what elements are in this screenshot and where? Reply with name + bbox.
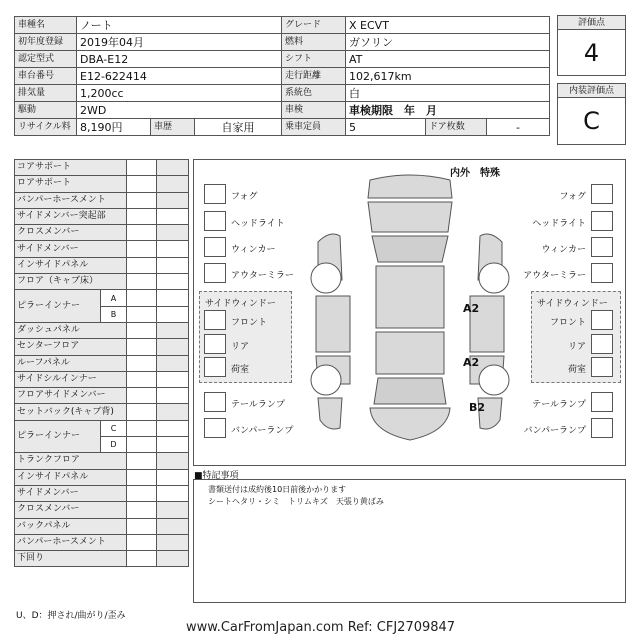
spec-label: 車種名 <box>15 17 77 34</box>
front-bumper-panel <box>368 175 452 198</box>
part-label: フロア（キャブ床） <box>15 274 127 290</box>
notes-title: ■特記事項 <box>194 471 239 481</box>
part-label: ルーフパネル <box>15 355 127 371</box>
spec-label: 車検 <box>282 102 346 119</box>
footer-watermark: www.CarFromJapan.com Ref: CFJ2709847 <box>186 620 456 635</box>
part-label: コアサポート <box>15 160 127 176</box>
check-mirror-left[interactable] <box>204 263 226 283</box>
car-diagram <box>290 170 530 460</box>
left-front-door-panel <box>316 296 350 352</box>
part-label: インサイドパネル <box>15 257 127 273</box>
parts-table <box>14 159 189 567</box>
part-label: ダッシュパネル <box>15 322 127 338</box>
rear-bumper-panel <box>370 408 450 440</box>
headlight-right-label: ヘッドライト <box>532 219 586 229</box>
spec-label: 排気量 <box>15 85 77 102</box>
window-front-right-label: フロント <box>549 318 586 328</box>
check-headlight-right[interactable] <box>591 211 613 231</box>
mark-front-door: A2 <box>463 302 480 315</box>
part-label: サイドメンバー突起部 <box>15 208 127 224</box>
part-label: トランクフロア <box>15 453 127 469</box>
roof-rear-panel <box>376 332 444 374</box>
check-winker-left[interactable] <box>204 237 226 257</box>
spec-label: 走行距離 <box>282 68 346 85</box>
part-label: サイドメンバー <box>15 241 127 257</box>
side-window-right-title: サイドウィンドー <box>537 299 608 309</box>
part-label: クロスメンバー <box>15 225 127 241</box>
spec-value: X ECVT <box>346 17 550 34</box>
window-rear-right-label: リア <box>567 342 586 352</box>
check-window-front-left[interactable] <box>204 310 226 330</box>
part-sub: A <box>101 290 127 306</box>
spec-label: ドア枚数 <box>426 119 487 136</box>
spec-label: グレード <box>282 17 346 34</box>
overall-grade-value: 4 <box>557 29 626 76</box>
part-sub: C <box>101 420 127 436</box>
check-window-rear-left[interactable] <box>204 334 226 354</box>
check-mirror-right[interactable] <box>591 263 613 283</box>
check-bumper-lamp-right[interactable] <box>591 418 613 438</box>
spec-value: 2WD <box>77 102 282 119</box>
windshield-panel <box>372 236 448 262</box>
spec-label: 系統色 <box>282 85 346 102</box>
spec-label: 燃料 <box>282 34 346 51</box>
tail-lamp-left-label: テールランプ <box>231 400 285 410</box>
part-label: 下回り <box>15 551 127 567</box>
rear-glass-panel <box>374 378 446 404</box>
spec-value: - <box>487 119 550 136</box>
spec-value: AT <box>346 51 550 68</box>
winker-left-label: ウィンカー <box>231 245 276 255</box>
spec-value: E12-622414 <box>77 68 282 85</box>
part-label: バンパーホースメント <box>15 534 127 550</box>
spec-label: シフト <box>282 51 346 68</box>
overall-grade-label: 評価点 <box>557 15 626 30</box>
spec-value: 白 <box>346 85 550 102</box>
part-label: バンパーホースメント <box>15 192 127 208</box>
check-window-rear-right[interactable] <box>591 334 613 354</box>
spec-label: 認定型式 <box>15 51 77 68</box>
tail-lamp-right-label: テールランプ <box>532 400 586 410</box>
winker-right-label: ウィンカー <box>541 245 586 255</box>
check-fog-left[interactable] <box>204 184 226 204</box>
part-label: インサイドパネル <box>15 469 127 485</box>
check-window-cargo-right[interactable] <box>591 357 613 377</box>
spec-value: 8,190円 <box>77 119 151 136</box>
fog-right-label: フォグ <box>559 192 586 202</box>
interior-grade-value: C <box>557 97 626 145</box>
headlight-left-label: ヘッドライト <box>231 219 285 229</box>
part-label: フロアサイドメンバー <box>15 388 127 404</box>
spec-value: 2019年04月 <box>77 34 282 51</box>
part-sub: B <box>101 306 127 322</box>
spec-label: 車台番号 <box>15 68 77 85</box>
fog-left-label: フォグ <box>231 192 258 202</box>
window-cargo-right-label: 荷室 <box>567 365 586 375</box>
part-sub: D <box>101 437 127 453</box>
mark-rear-door: A2 <box>463 356 480 369</box>
part-label: ロアサポート <box>15 176 127 192</box>
side-window-left-title: サイドウィンドー <box>205 299 276 309</box>
check-window-front-right[interactable] <box>591 310 613 330</box>
bumper-lamp-left-label: バンパーランプ <box>231 426 294 436</box>
legend-text: U、D：押され/曲がり/歪み <box>16 611 126 621</box>
window-rear-left-label: リア <box>231 342 250 352</box>
check-tail-lamp-right[interactable] <box>591 392 613 412</box>
part-label: ピラーインナー <box>15 290 101 323</box>
spec-value: 5 <box>346 119 426 136</box>
part-label: センターフロア <box>15 339 127 355</box>
check-headlight-left[interactable] <box>204 211 226 231</box>
left-quarter-panel <box>318 398 342 429</box>
roof-panel <box>376 266 444 328</box>
spec-label: 乗車定員 <box>282 119 346 136</box>
right-front-wheel <box>479 263 509 293</box>
spec-label: 初年度登録 <box>15 34 77 51</box>
notes-line-2: シートヘタリ・シミ トリムキズ 天張り黄ばみ <box>208 497 384 506</box>
mirror-left-label: アウターミラー <box>231 271 294 281</box>
bumper-lamp-right-label: バンパーランプ <box>523 426 586 436</box>
spec-table <box>14 16 550 136</box>
spec-value: 自家用 <box>195 119 282 136</box>
part-label: クロスメンバー <box>15 502 127 518</box>
spec-value: ノート <box>77 17 282 34</box>
check-fog-right[interactable] <box>591 184 613 204</box>
left-front-wheel <box>311 263 341 293</box>
part-label: ピラーインナー <box>15 420 101 453</box>
part-label: バックパネル <box>15 518 127 534</box>
left-rear-wheel <box>311 365 341 395</box>
spec-value: DBA-E12 <box>77 51 282 68</box>
check-window-cargo-left[interactable] <box>204 357 226 377</box>
spec-value: 1,200cc <box>77 85 282 102</box>
right-rear-wheel <box>479 365 509 395</box>
diagram-header: 内外 特殊 <box>450 168 500 179</box>
notes-line-1: 書類送付は成約後10日前後かかります <box>208 485 347 494</box>
mark-rear-quarter: B2 <box>469 401 486 414</box>
spec-label: 駆動 <box>15 102 77 119</box>
spec-value: ガソリン <box>346 34 550 51</box>
check-tail-lamp-left[interactable] <box>204 392 226 412</box>
spec-label: リサイクル料 <box>15 119 77 136</box>
hood-panel <box>368 202 452 232</box>
part-label: サイドシルインナー <box>15 371 127 387</box>
check-bumper-lamp-left[interactable] <box>204 418 226 438</box>
mirror-right-label: アウターミラー <box>523 271 586 281</box>
part-label: サイドメンバー <box>15 485 127 501</box>
interior-grade-label: 内装評価点 <box>557 83 626 98</box>
spec-value: 102,617km <box>346 68 550 85</box>
window-front-left-label: フロント <box>231 318 268 328</box>
window-cargo-left-label: 荷室 <box>231 365 250 375</box>
spec-value: 車検期限 年 月 <box>346 102 550 119</box>
spec-label: 車歴 <box>151 119 195 136</box>
part-label: セットバック(キャブ背) <box>15 404 127 420</box>
check-winker-right[interactable] <box>591 237 613 257</box>
